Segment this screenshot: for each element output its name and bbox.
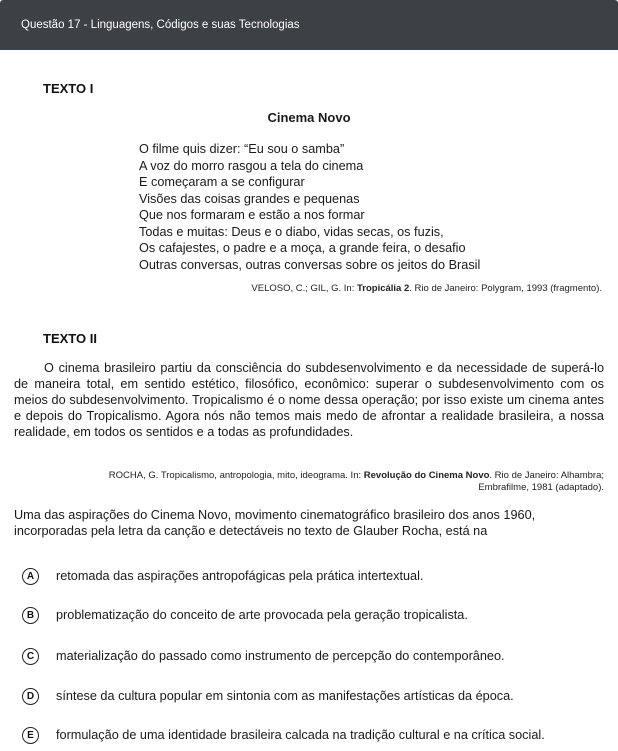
alternative-letter-circle[interactable]: D xyxy=(22,688,39,705)
poem-line: Que nos formaram e estão a nos formar xyxy=(139,208,365,222)
texto1-source xyxy=(251,283,602,294)
alternative-letter-circle[interactable]: A xyxy=(22,568,39,585)
alternative-b[interactable] xyxy=(22,605,468,625)
source-text: VELOSO, C.; GIL, G. In: xyxy=(251,283,357,294)
source-text: Embrafilme, 1981 (adaptado). xyxy=(478,482,604,493)
alternative-text[interactable]: problematização do conceito de arte provocada pela geração tropicalista. xyxy=(56,608,468,622)
poem-line: O filme quis dizer: “Eu sou o samba” xyxy=(139,142,345,156)
alternative-d[interactable] xyxy=(22,686,514,706)
poem-title: Cinema Novo xyxy=(267,110,351,125)
alternative-text[interactable]: retomada das aspirações antropofágicas pela prática intertextual. xyxy=(56,569,424,583)
source-work-title: Revolução do Cinema Novo xyxy=(363,470,490,481)
poem-line: Outras conversas, outras conversas sobre os jeitos do Brasil xyxy=(139,257,481,272)
alternative-text[interactable]: formulação de uma identidade brasileira calcada na tradição cultural e na crítica social. xyxy=(56,728,545,742)
question-header xyxy=(0,0,618,50)
source-text: ROCHA, G. Tropicalismo, antropologia, mito, ideograma. In: xyxy=(108,470,364,481)
poem-line: Todas e muitas: Deus e o diabo, vidas secas, os fuzis, xyxy=(139,224,444,239)
alternative-e[interactable] xyxy=(22,725,545,745)
texto1-label: TEXTO I xyxy=(43,81,94,96)
poem xyxy=(139,141,480,273)
alternative-letter-circle[interactable]: C xyxy=(22,648,39,665)
poem-line: Os cafajestes, o padre e a moça, a grande feira, o desafio xyxy=(139,241,466,255)
texto2-source xyxy=(14,470,604,494)
poem-line: Visões das coisas grandes e pequenas xyxy=(139,191,360,206)
source-text: . Rio de Janeiro: Alhambra; xyxy=(489,470,604,481)
question-title: Questão 17 - Linguagens, Códigos e suas Tecnologias xyxy=(21,19,300,31)
question-stem: Uma das aspirações do Cinema Novo, movimento cinematográfico brasileiro dos anos 1960, incorporadas pela letra da canção e detectáveis no texto de Glauber Rocha, está na xyxy=(14,508,536,538)
alternative-letter-circle[interactable]: E xyxy=(22,727,39,744)
alternative-letter-circle[interactable]: B xyxy=(22,607,39,624)
poem-line: A voz do morro rasgou a tela do cinema xyxy=(139,158,364,173)
source-work-title: Tropicália 2 xyxy=(356,283,410,294)
source-text: . Rio de Janeiro: Polygram, 1993 (fragmento). xyxy=(409,283,602,294)
alternative-text[interactable]: síntese da cultura popular em sintonia com as manifestações artísticas da época. xyxy=(56,689,514,703)
texto2-paragraph: O cinema brasileiro partiu da consciência do subdesenvolvimento e da necessidade de superá-lo de maneira total, em sentido estético, filosófico, econômico: superar o subdesenvolvimento com os meios do subdesenvolvimento. Tropicalismo é o nome dessa operação; por isso existe um cinema antes e depois do Tropicalismo. Agora nós não temos mais medo de afrontar a realidade brasileira, a nossa realidade, em todos os sentidos e a todas as profundidades. xyxy=(14,361,604,439)
poem-line: E começaram a se configurar xyxy=(139,175,305,189)
alternative-a[interactable] xyxy=(22,566,423,586)
alternative-c[interactable] xyxy=(22,646,505,666)
texto2-label: TEXTO II xyxy=(43,331,97,346)
alternative-text[interactable]: materialização do passado como instrumento de percepção do contemporâneo. xyxy=(56,649,505,663)
